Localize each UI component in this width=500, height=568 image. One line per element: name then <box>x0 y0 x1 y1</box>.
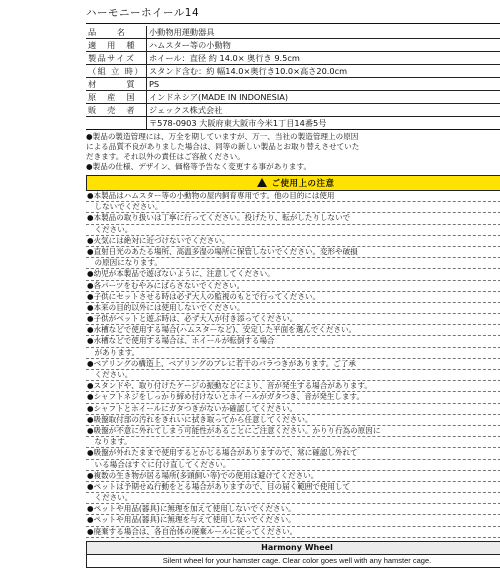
spec-value: ホイール：直径 約 14.0× 奥行き 9.5cm <box>146 52 500 65</box>
caution-item: ●水槽などで使用する場合(ハムスターなど)、安定した平面を選んでください。 <box>86 325 500 336</box>
caution-item: ●ペットや用品(器具)に無理を与えて使用しないでください。 <box>86 515 500 526</box>
caution-item: ●ペットや用品(器具)に無理を加えて使用しないでください。 <box>86 504 500 515</box>
caution-item: いる場合はすぐに付け直してください。 <box>86 460 500 471</box>
spec-key: 原 産 国 <box>86 91 146 104</box>
note-line: だきます。それ以外の責任はご容赦ください。 <box>86 152 245 161</box>
spec-value: スタンド含む：約 幅14.0×奥行き10.0×高さ20.0cm <box>146 65 500 78</box>
spec-row <box>86 26 500 39</box>
spec-row <box>86 104 500 117</box>
caution-item: ●複数の生き物が居る場所(多頭飼い等)での使用は避けてください。 <box>86 471 500 482</box>
spec-row <box>86 91 500 104</box>
caution-item: ●ベアリングの構造上、ベアリングのブレに若干のバラつきがあります。ご了承 <box>86 359 500 370</box>
caution-item: ●スタンドや、取り付けたケージの振動などにより、音が発生する場合があります。 <box>86 381 500 392</box>
caution-item: ●ペットは予期せぬ行動をとる場合がありますので、目の届く範囲で使用して <box>86 482 500 493</box>
caution-heading-text: ご使用上の注意 <box>271 179 335 189</box>
spec-key: （組 立 時） <box>86 65 146 78</box>
spec-value: インドネシア(MADE IN INDONESIA) <box>146 91 500 104</box>
caution-item: ●吸盤取付部の汚れをきれいに拭き取ってから任意してください。 <box>86 415 500 426</box>
caution-item: ください。 <box>86 370 500 381</box>
footer-text: Silent wheel for your hamster cage. Clear color goes well with any hamster cage. <box>162 555 432 565</box>
caution-item: ●本来の目的以外には使用しないでください。 <box>86 303 500 314</box>
spec-row <box>86 65 500 78</box>
caution-list <box>86 191 500 538</box>
spec-key: 販 売 者 <box>86 104 146 117</box>
caution-item: ●各パーツをむやみにばらさないでください。 <box>86 281 500 292</box>
spec-value: 小動物用運動器具 <box>146 26 500 39</box>
caution-item: ●幼児が本製品で遊ばないように、注意してください。 <box>86 269 500 280</box>
caution-item: ●子供がペットと遊ぶ時は、必ず大人が付き添ってください。 <box>86 314 500 325</box>
spec-row <box>86 52 500 65</box>
spec-key: 適 用 種 <box>86 39 146 52</box>
spec-key: 品 名 <box>86 26 146 39</box>
caution-item: ●火気には絶対に近づけないでください。 <box>86 236 500 247</box>
note-line: ●製品の仕様、デザイン、価格等予告なく変更する事があります。 <box>86 162 312 171</box>
caution-item: ●シャフトとホイールにガタつきがないか確認してください。 <box>86 404 500 415</box>
caution-item: ●シャフトネジをしっかり締め付けないとホイールがガタつき、音が発生します。 <box>86 392 500 403</box>
spec-value: ハムスター等の小動物 <box>146 39 500 52</box>
footer-heading: Harmony Wheel <box>87 542 500 555</box>
caution-item: ●吸盤が外れたままで使用するとかじる場合がありますので、常に確認し外れて <box>86 448 500 459</box>
caution-item: ●本製品はハムスター等の小動物の屋内飼育専用です。他の目的には使用 <box>86 191 500 202</box>
quality-notes <box>86 132 500 172</box>
caution-item: の原因になります。 <box>86 258 500 269</box>
spec-value: ジェックス株式会社 <box>146 104 500 117</box>
spec-value: 〒578-0903 大阪府東大阪市今米1丁目14番5号 <box>146 117 500 130</box>
caution-item: ●水槽などで使用する場合は、ホイールが転倒する場合 <box>86 336 500 347</box>
caution-heading <box>86 175 500 191</box>
spec-row <box>86 78 500 91</box>
note-line: ●製品の製造管理には、万全を期していますが、万一、当社の製造管理上の原因 <box>86 132 359 141</box>
spec-table <box>86 26 500 130</box>
caution-item: ●吸盤が不意に外れてしまう可能性があることにご注意ください。かりり行為の原因に <box>86 426 500 437</box>
spec-row <box>86 117 500 130</box>
product-label <box>86 0 500 565</box>
note-line: による品質不良がありました場合は、同等の新しい製品とお取り替えさせていた <box>86 142 360 151</box>
warning-icon <box>257 178 267 187</box>
caution-item: ●本製品の取り扱いは丁寧に行ってください。投げたり、転がしたりしないで <box>86 213 500 224</box>
spec-key: 製品サイズ <box>86 52 146 65</box>
spec-row <box>86 39 500 52</box>
caution-item: ●直射日光のあたる場所、高温多湿の場所に保管しないでください。変形や破損 <box>86 247 500 258</box>
spec-key <box>86 117 146 130</box>
caution-item: ●廃棄する場合は、各自治体の廃棄ルールに従ってください。 <box>86 527 500 538</box>
caution-item: ●子供にセットさせる時は必ず大人の監視のもとで行ってください。 <box>86 292 500 303</box>
caution-item: があります。 <box>86 348 500 359</box>
product-title: ハーモニーホイール14 <box>86 6 500 24</box>
caution-item: しないでください。 <box>86 202 500 213</box>
footer-box <box>86 541 500 568</box>
caution-item: ください。 <box>86 493 500 504</box>
spec-key: 材 質 <box>86 78 146 91</box>
spec-value: PS <box>146 78 500 91</box>
caution-item: なります。 <box>86 437 500 448</box>
caution-item: ください。 <box>86 225 500 236</box>
